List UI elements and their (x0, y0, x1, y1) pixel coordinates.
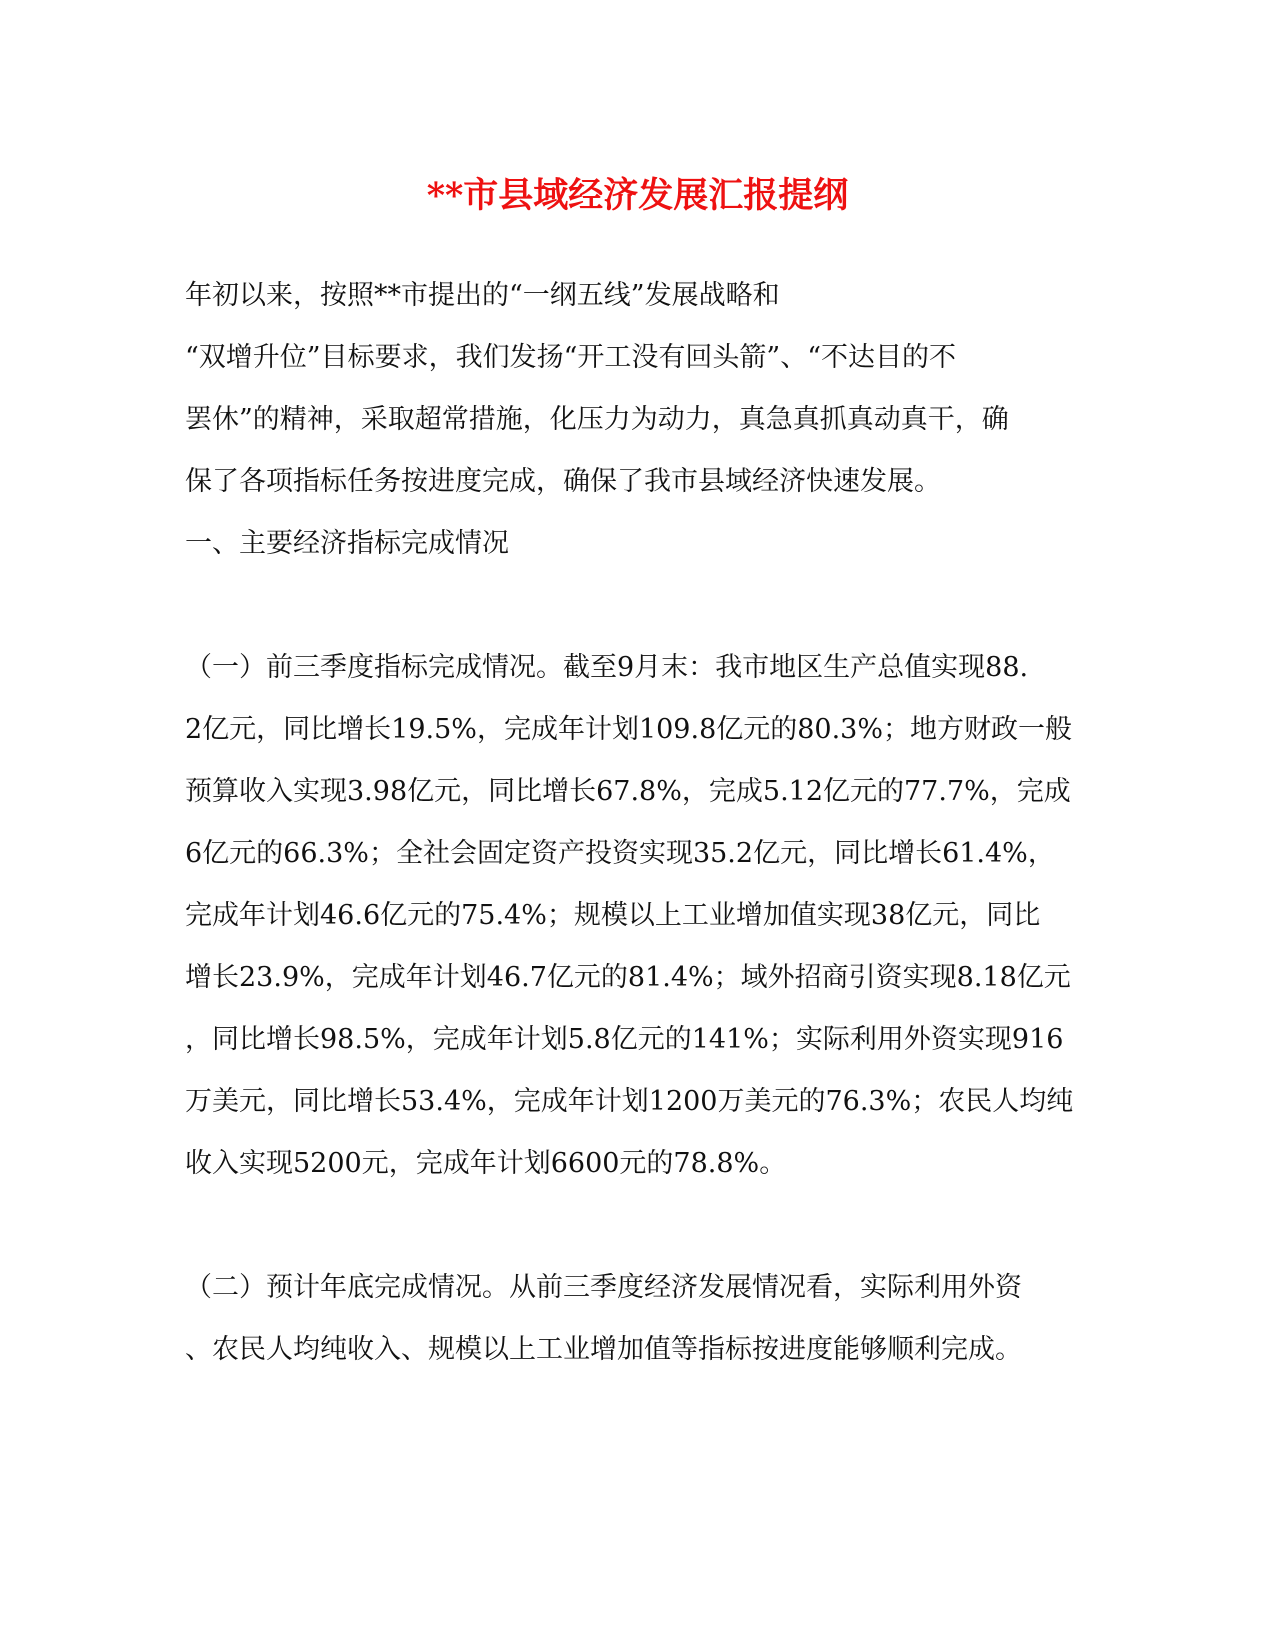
text-line-14: 收入实现5200元，完成年计划6600元的78.8%。 (185, 1148, 787, 1179)
section-heading: 一、主要经济指标完成情况 (185, 528, 509, 559)
text-line-15: （二）预计年底完成情况。从前三季度经济发展情况看，实际利用外资 (185, 1272, 1022, 1303)
text-line-11: 增长23.9%，完成年计划46.7亿元的81.4%；域外招商引资实现8.18亿元 (185, 962, 1071, 993)
text-line-6: （一）前三季度指标完成情况。截至9月末：我市地区生产总值实现88. (185, 652, 1029, 683)
text-line-7: 2亿元，同比增长19.5%，完成年计划109.8亿元的80.3%；地方财政一般 (185, 714, 1073, 745)
document-title: **市县域经济发展汇报提纲 (426, 175, 849, 216)
text-line-2: “双增升位”目标要求，我们发扬“开工没有回头箭”、“不达目的不 (185, 342, 957, 373)
text-line-8: 预算收入实现3.98亿元，同比增长67.8%，完成5.12亿元的77.7%，完成 (185, 776, 1071, 807)
text-line-4: 保了各项指标任务按进度完成，确保了我市县域经济快速发展。 (185, 466, 941, 497)
text-line-1: 年初以来，按照**市提出的“一纲五线”发展战略和 (185, 280, 780, 311)
text-line-13: 万美元，同比增长53.4%，完成年计划1200万美元的76.3%；农民人均纯 (185, 1086, 1074, 1117)
text-line-9: 6亿元的66.3%；全社会固定资产投资实现35.2亿元，同比增长61.4%， (185, 838, 1055, 869)
text-line-12: ，同比增长98.5%，完成年计划5.8亿元的141%；实际利用外资实现916 (185, 1024, 1064, 1055)
text-line-3: 罢休”的精神，采取超常措施，化压力为动力，真急真抓真动真干，确 (185, 404, 1009, 435)
text-line-16: 、农民人均纯收入、规模以上工业增加值等指标按进度能够顺利完成。 (185, 1334, 1022, 1365)
text-line-10: 完成年计划46.6亿元的75.4%；规模以上工业增加值实现38亿元，同比 (185, 900, 1041, 931)
